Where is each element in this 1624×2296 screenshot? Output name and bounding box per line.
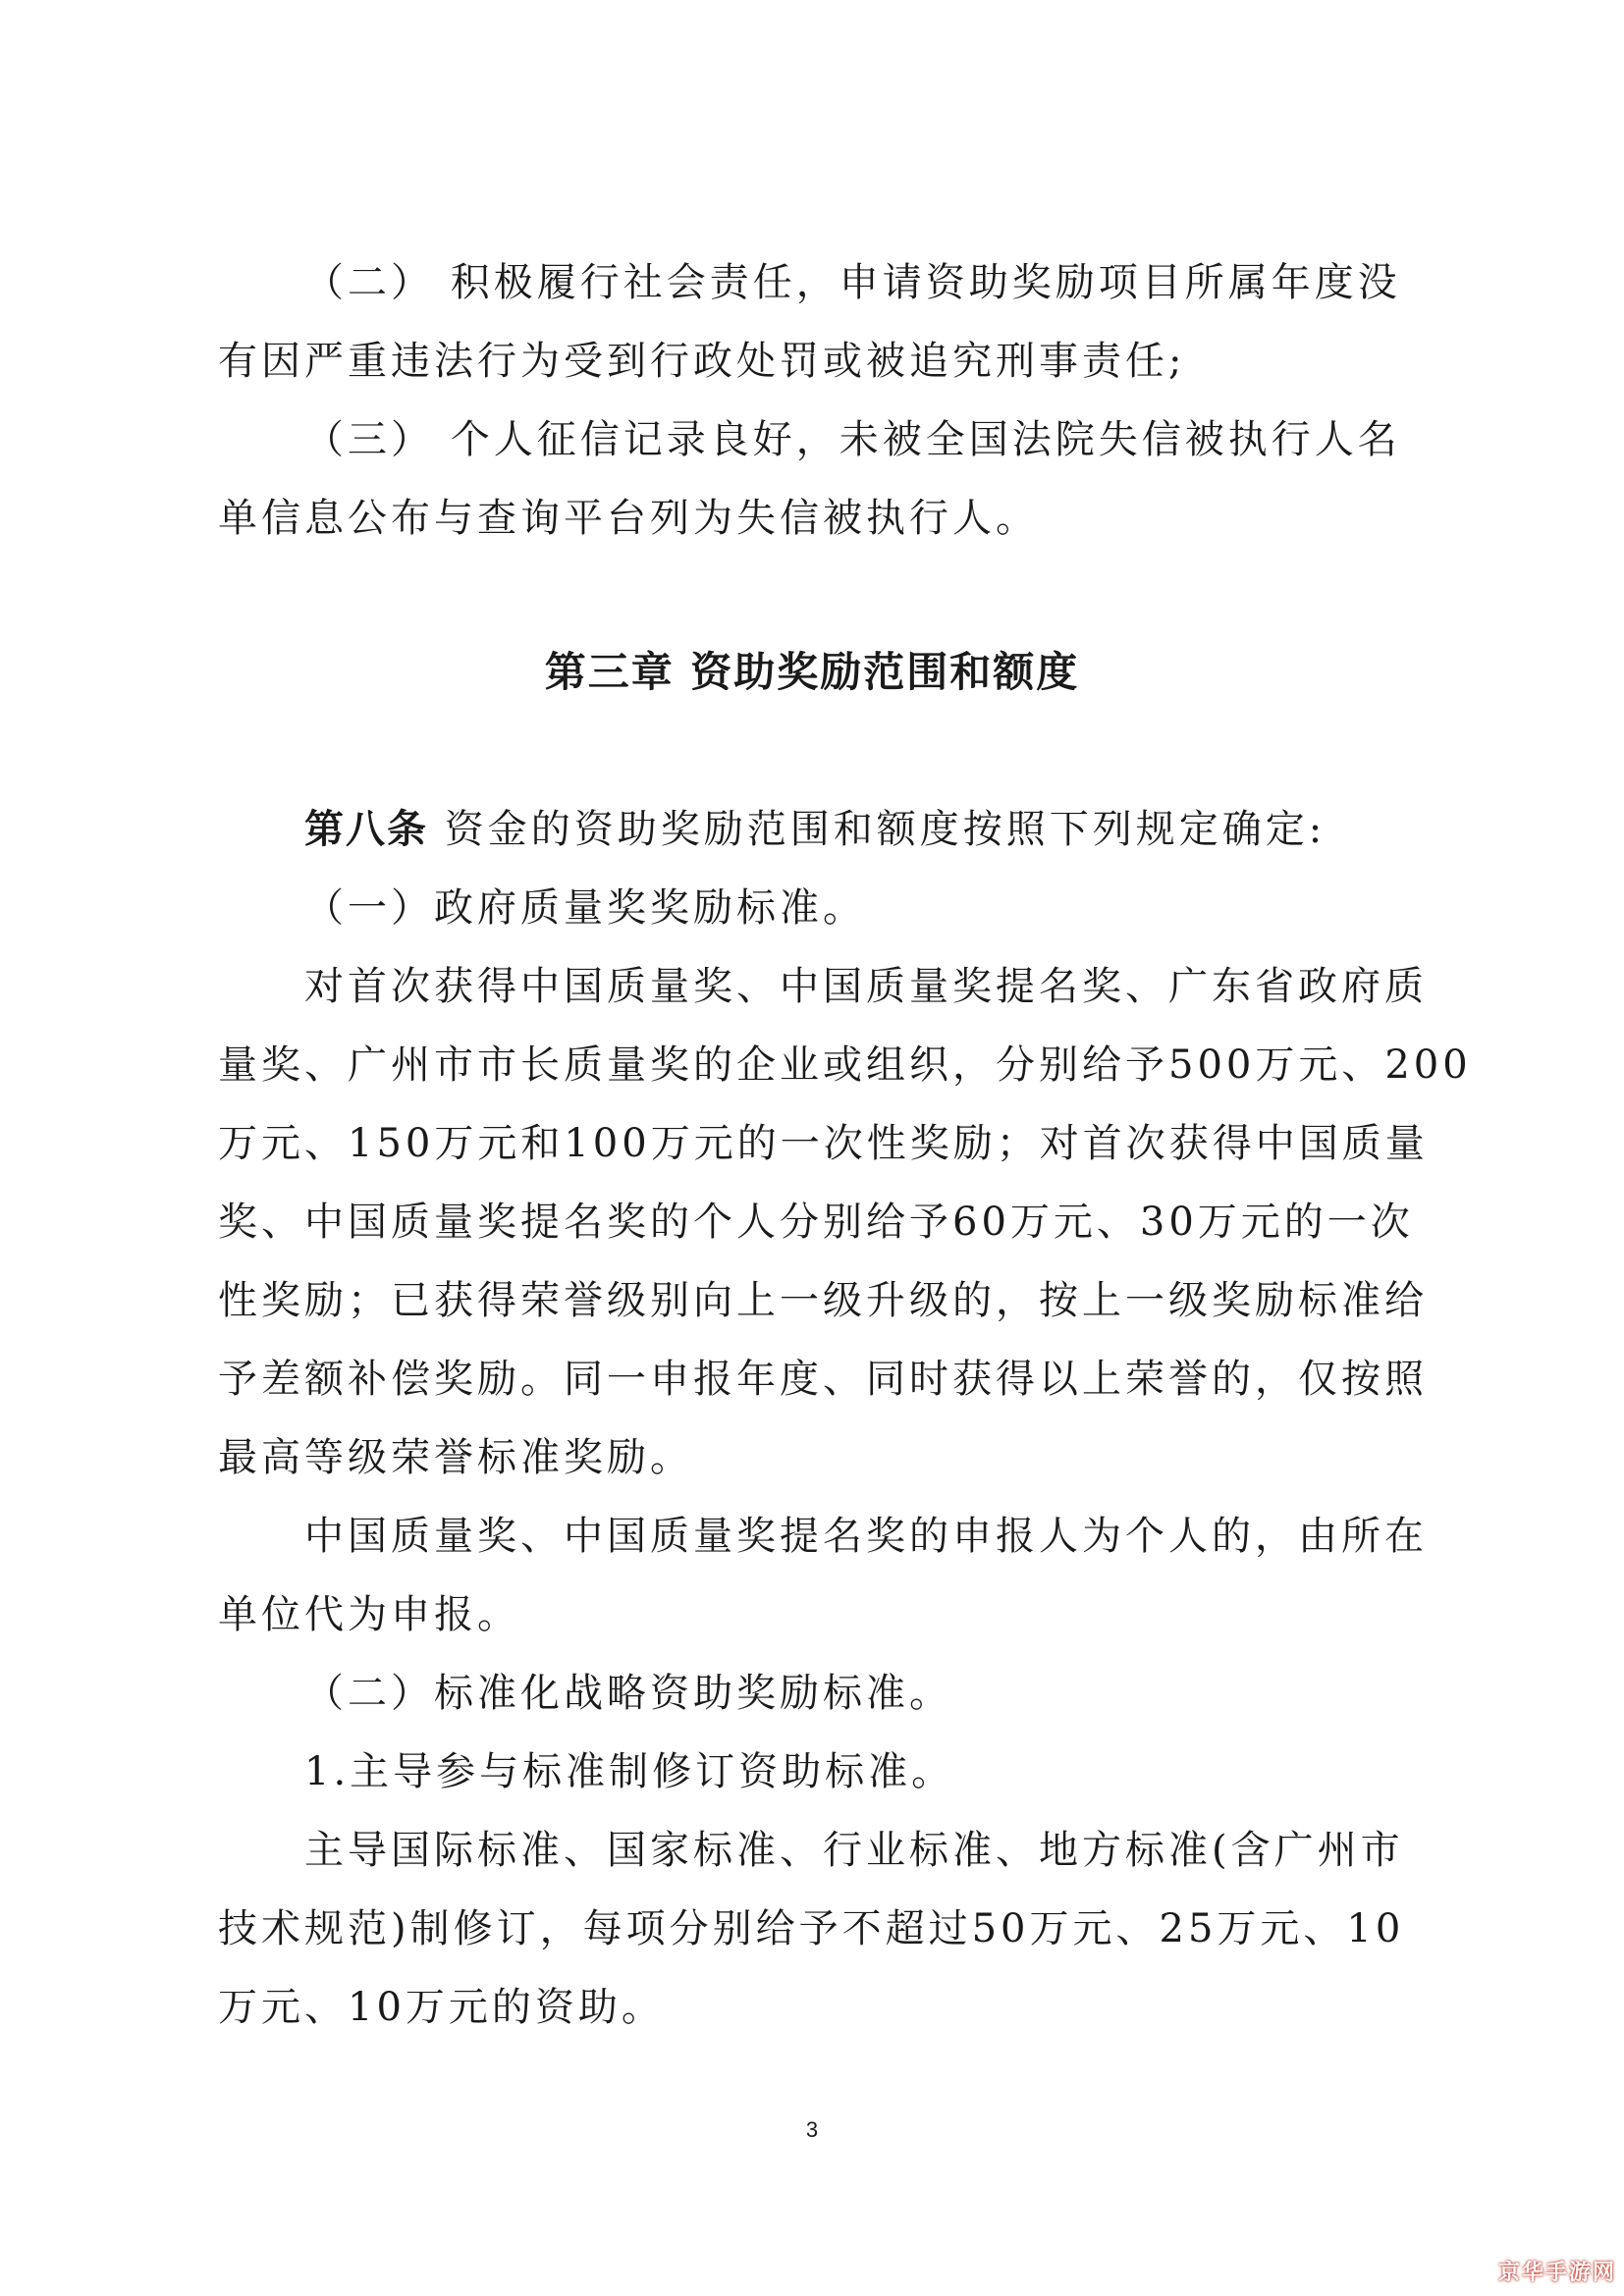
paragraph-line: 万元、150万元和100万元的一次性奖励；对首次获得中国质量 [218, 1121, 1429, 1166]
chapter-heading: 第三章 资助奖励范围和额度 [544, 648, 1080, 696]
paragraph-line: 性奖励；已获得荣誉级别向上一级升级的，按上一级奖励标准给 [218, 1278, 1428, 1323]
paragraph-line: 1.主导参与标准制修订资助标准。 [304, 1749, 955, 1794]
paragraph-line: 中国质量奖、中国质量奖提名奖的申报人为个人的，由所在 [304, 1514, 1428, 1559]
paragraph-line: 予差额补偿奖励。同一申报年度、同时获得以上荣誉的，仅按照 [218, 1357, 1428, 1402]
paragraph-line: 单信息公布与查询平台列为失信被执行人。 [218, 496, 1039, 541]
paragraph-line: 量奖、广州市市长质量奖的企业或组织，分别给予500万元、200 [218, 1042, 1472, 1088]
paragraph-line: （二）标准化战略资助奖励标准。 [304, 1671, 952, 1716]
paragraph-line: 技术规范)制修订，每项分别给予不超过50万元、25万元、10 [218, 1906, 1405, 1951]
article-label: 第八条 [304, 807, 428, 852]
paragraph-line: （三） 个人征信记录良好，未被全国法院失信被执行人名 [304, 417, 1401, 462]
paragraph-line: 最高等级荣誉标准奖励。 [218, 1435, 693, 1480]
paragraph-line: 有因严重违法行为受到行政处罚或被追究刑事责任; [218, 339, 1186, 384]
watermark: 京华手游网 [1497, 2261, 1616, 2285]
article-text: 资金的资助奖励范围和额度按照下列规定确定: [428, 807, 1326, 852]
paragraph-line: 对首次获得中国质量奖、中国质量奖提名奖、广东省政府质 [304, 964, 1428, 1009]
paragraph-line: （一）政府质量奖奖励标准。 [304, 885, 866, 931]
paragraph-line: 主导国际标准、国家标准、行业标准、地方标准(含广州市 [304, 1828, 1404, 1873]
page-number: 3 [805, 2117, 819, 2142]
paragraph-line: 奖、中国质量奖提名奖的个人分别给予60万元、30万元的一次 [218, 1200, 1414, 1245]
paragraph-line: （二） 积极履行社会责任，申请资助奖励项目所属年度没 [304, 260, 1401, 305]
paragraph-line: 万元、10万元的资助。 [218, 1985, 665, 2030]
paragraph-line: 单位代为申报。 [218, 1592, 520, 1637]
article-line [304, 790, 1424, 869]
